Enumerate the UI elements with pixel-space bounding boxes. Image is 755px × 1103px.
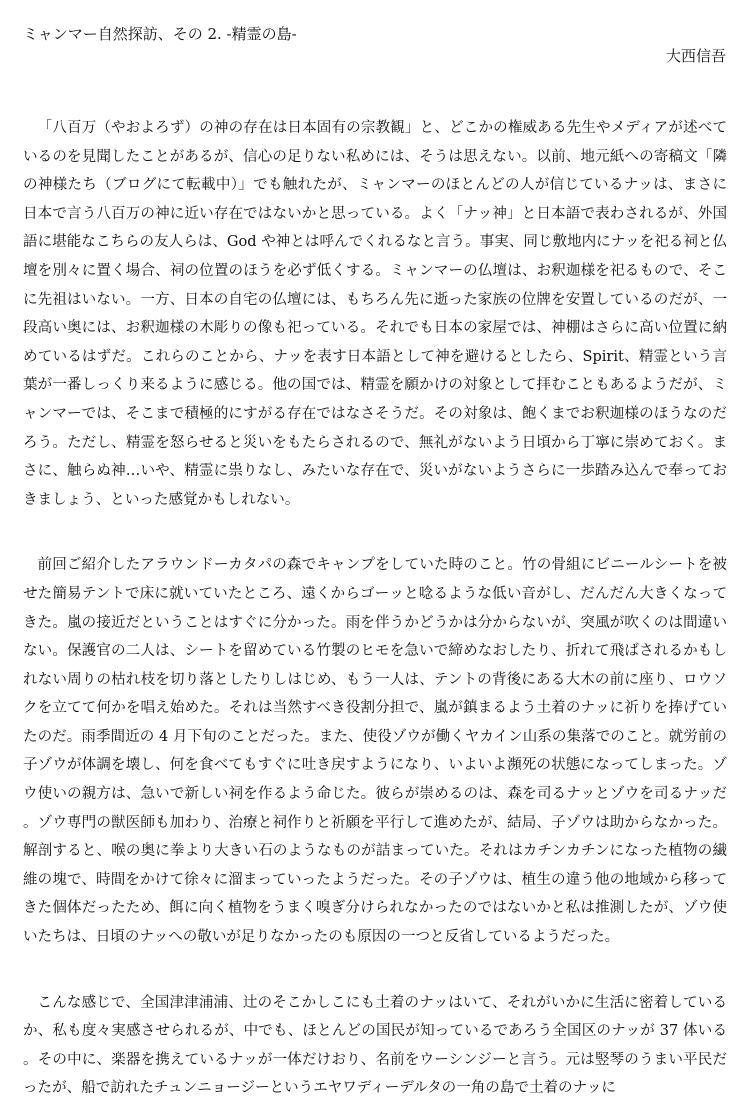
paragraph-2: 前回ご紹介したアラウンドーカタパの森でキャンプをしていた時のこと。竹の骨組にビニールシートを被せた簡易テントで床に就いていたところ、遠くからゴーッと唸るような低い音がし、だんだん大きくなってきた。嵐の接近だということはすぐに分かった。雨を伴うかどうかは分からないが、突風が吹くのは間違いない。保護官の二人は、シートを留めている竹製のヒモを急いで締めなおしたり、折れて飛ばされるかもしれない周りの枯れ枝を切り落としたりしはじめ、もう一人は、テントの背後にある大木の前に座り、ロウソクを立てて何かを唱え始めた。それは当然すべき役割分担で、嵐が鎮まるよう土着のナッに祈りを捧げていたのだ。雨季間近の 4 月下旬のことだった。また、使役ゾウが働くヤカイン山系の集落でのこと。就労前の子ゾウが体調を壊し、何を食べてもすぐに吐き戻すようになり、いよいよ瀕死の状態になってしまった。ゾウ使いの親方は、急いで新しい祠を作るよう命じた。彼らが崇めるのは、森を司るナッとゾウを司るナッだ。ゾウ専門の獣医師も加わり、治療と祠作りと祈願を平行して進めたが、結局、子ゾウは助からなかった。解剖すると、喉の奥に拳より大きい石のようなものが詰まっていた。それはカチンカチンになった植物の繊維の塊で、時間をかけて徐々に溜まっていったようだった。その子ゾウは、植生の違う他の地域から移ってきた個体だったため、餌に向く植物をうまく嗅ぎ分けられなかったのではないかと私は推測したが、ゾウ使いたちは、日頃のナッへの敬いが足りなかったのも原因の一つと反省しているようだった。: [23, 556, 727, 946]
document-author: 大西信吾: [665, 47, 726, 65]
title-spacer: [23, 67, 727, 114]
document-title: ミャンマー自然探訪、その 2. -精霊の島-: [23, 25, 297, 43]
paragraph-gap: [23, 514, 727, 551]
paragraph-gap: [23, 952, 727, 989]
paragraph-3: こんな感じで、全国津津浦浦、辻のそこかしこにも土着のナッはいて、それがいかに生活に密着しているか、私も度々実感させられるが、中でも、ほとんどの国民が知っているであろう全国区のナッが 37 体いる。その中に、楽器を携えているナッが一体だけおり、名前をウーシンジーと言う。元は竪琴のうまい平民だったが、船で訪れたチュンニョージーというエヤワディーデルタの一角の島で土着のナッに: [23, 993, 727, 1097]
paragraph-1: 「八百万（やおよろず）の神の存在は日本固有の宗教観」と、どこかの権威ある先生やメディアが述べているのを見聞したことがあるが、信心の足りない私めには、そうは思えない。以前、地元紙への寄稿文「隣の神様たち（ブログにて転載中）」でも触れたが、ミャンマーのほとんどの人が信じているナッは、まさに日本で言う八百万の神に近い存在ではないかと思っている。よく「ナッ神」と日本語で表わされるが、外国語に堪能なこちらの友人らは、God や神とは呼んでくれるなと言う。事実、同じ敷地内にナッを祀る祠と仏壇を別々に置く場合、祠の位置のほうを必ず低くする。ミャンマーの仏壇は、お釈迦様を祀るもので、そこに先祖はいない。一方、日本の自宅の仏壇には、もちろん先に逝った家族の位牌を安置しているのだが、一段高い奥には、お釈迦様の木彫りの像も祀っている。それでも日本の家屋では、神棚はさらに高い位置に納めているはずだ。これらのことから、ナッを表す日本語として神を避けるとしたら、Spirit、精霊という言葉が一番しっくり来るように感じる。他の国では、精霊を願かけの対象として拝むこともあるようだが、ミャンマーでは、そこまで積極的にすがる存在ではなさそうだ。その対象は、飽くまでお釈迦様のほうなのだろう。ただし、精霊を怒らせると災いをもたらされるので、無礼がないよう日頃から丁寧に崇めておく。まさに、触らぬ神…いや、精霊に祟りなし、みたいな存在で、災いがないようさらに一歩踏み込んで奉っておきましょう、といった感覚かもしれない。: [23, 119, 727, 508]
